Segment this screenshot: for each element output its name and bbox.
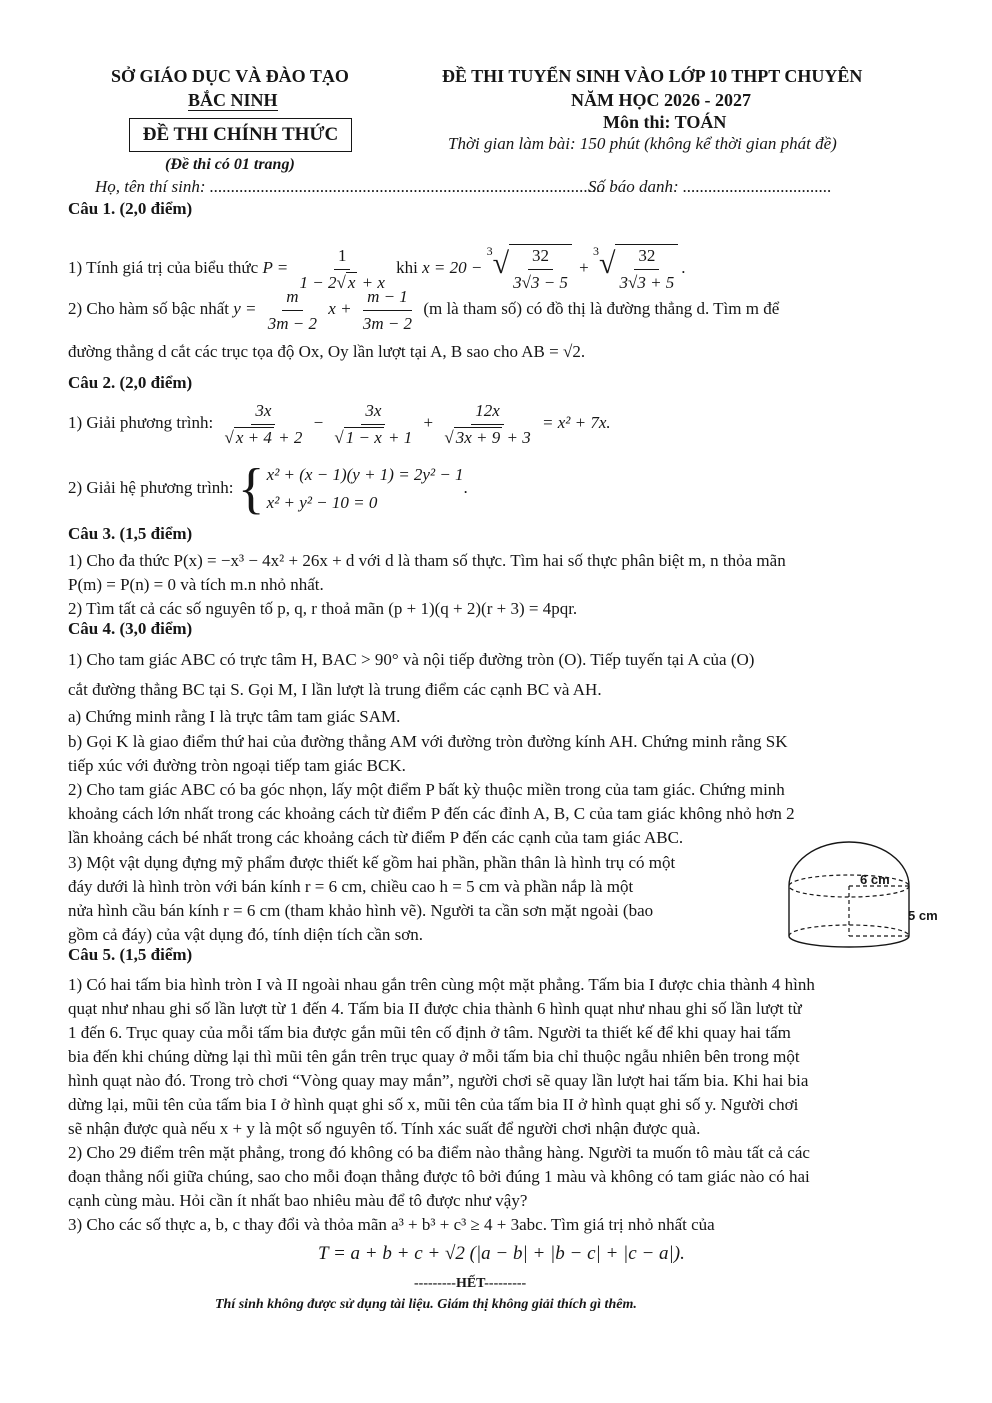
q3-part2: 2) Tìm tất cả các số nguyên tố p, q, r thoả mãn (p + 1)(q + 2)(r + 3) = 4pqr.	[68, 599, 578, 618]
q5-part1-line2: quạt như nhau ghi số lần lượt từ 1 đến 4. Tấm bia II được chia thành 6 hình quạt như nhau ghi số lần lượt từ	[68, 999, 802, 1018]
q2-frac3-sqrt: 3x + 9	[455, 427, 501, 447]
q4-part3-line2: đáy dưới là hình tròn với bán kính r = 6 cm, chiều cao h = 5 cm và phần nắp là một	[68, 877, 634, 896]
q5-part1-line1: 1) Có hai tấm bia hình tròn I và II ngoài nhau gắn trên cùng một mặt phẳng. Tấm bia I được chia thành 4 hình	[68, 975, 815, 994]
q1-plus: +	[579, 258, 589, 277]
q2-sys-line1: x² + (x − 1)(y + 1) = 2y² − 1	[266, 465, 464, 485]
q2-sys-end: .	[463, 478, 468, 497]
q1-frac1-num: m	[282, 286, 302, 311]
q2-plus: +	[423, 413, 434, 432]
q1-p-den-b: + x	[357, 272, 385, 292]
official-exam-box: ĐỀ THI CHÍNH THỨC	[129, 118, 352, 152]
q4-part3-line4: gồm cả đáy) của vật dụng đó, tính diện tích cần sơn.	[68, 925, 424, 944]
q3-heading: Câu 3. (1,5 điểm)	[68, 524, 193, 543]
q2-frac3	[440, 400, 534, 449]
subject: Môn thi: TOÁN	[603, 112, 727, 132]
q5-part2-line3: cạnh cùng màu. Hỏi cần ít nhất bao nhiêu màu để tô được như vậy?	[68, 1191, 528, 1210]
q1-frac1-den: 3m − 2	[267, 313, 318, 333]
q2-frac1-den: √ x + 4 + 2	[224, 427, 303, 447]
q1-root1-num: 32	[528, 245, 553, 270]
q1-part2-suffix: (m là tham số) có đồ thị là đường thẳng d. Tìm m để	[423, 299, 780, 318]
q2-system	[267, 461, 464, 517]
q4-part1-line1: 1) Cho tam giác ABC có trực tâm H, BAC > 90° và nội tiếp đường tròn (O). Tiếp tuyến tại A của (O)	[68, 650, 755, 669]
cylinder-bottom-front	[789, 936, 909, 947]
q1-y-label: y =	[233, 299, 257, 318]
q1-root1-den: 3√3 − 5	[513, 273, 568, 293]
q3-part1-line2: P(m) = P(n) = 0 và tích m.n nhỏ nhất.	[68, 575, 324, 594]
q1-when-word: khi	[396, 258, 418, 277]
q2-frac3-tail: + 3	[502, 427, 531, 447]
q2-sys-line2: x² + y² − 10 = 0	[266, 493, 378, 513]
q5-part1-line4: bia đến khi chúng dừng lại thì mũi tên gắn trên trục quay ở mỗi tấm bia chỉ thuộc ngẫu nhiên bên trong một	[68, 1047, 800, 1066]
candidate-name-field: Họ, tên thí sinh: .............................................................................................	[95, 177, 605, 196]
q1-p-den-a: 1 − 2	[299, 272, 337, 292]
q4-part2-line3: lần khoảng cách bé nhất trong các khoảng cách từ điểm P đến các cạnh của tam giác ABC.	[68, 828, 684, 847]
q2-frac2-den: √ 1 − x + 1	[334, 427, 413, 447]
fig-height-label: 5 cm	[908, 908, 938, 923]
q1-part2	[68, 284, 932, 335]
q1-root-symbol-1: √	[492, 247, 510, 280]
q4-part2-line2: khoảng cách lớn nhất trong các khoảng cách từ điểm P đến các đỉnh A, B, C của tam giác không nhỏ hơn 2	[68, 804, 795, 823]
q1-frac2-num: m − 1	[363, 286, 412, 311]
school-year: NĂM HỌC 2026 - 2027	[571, 90, 751, 110]
q2-frac1	[220, 400, 306, 449]
q1-part2-text: 2) Cho hàm số bậc nhất	[68, 299, 229, 318]
q2-system-brace: {	[237, 458, 265, 521]
q5-part1-line7: sẽ nhận được quà nếu x + y là một số nguyên tố. Tính xác suất để người chơi nhận được quà.	[68, 1119, 701, 1138]
q2-heading: Câu 2. (2,0 điểm)	[68, 373, 193, 392]
q5-part1-line6: dừng lại, mũi tên của tấm bia I ở hình quạt ghi số x, mũi tên của tấm bia II ở hình quạt ghi số y. Người chơi	[68, 1095, 799, 1114]
cosmetic-container-figure	[785, 838, 945, 958]
q2-minus: −	[313, 413, 324, 432]
q1-end-dot: .	[681, 258, 686, 277]
q4-part-a: a) Chứng minh rằng I là trực tâm tam giác SAM.	[68, 707, 401, 726]
q2-part1	[68, 395, 932, 451]
q5-part2-line2: đoạn thẳng nối giữa chúng, sao cho mỗi đoạn thẳng được tô bởi đúng 1 màu và không có tam giác nào có hai	[68, 1167, 810, 1186]
footer-note: Thí sinh không được sử dụng tài liệu. Giám thị không giải thích gì thêm.	[215, 1297, 637, 1312]
hemisphere-lid	[789, 842, 909, 886]
q4-part3-line1: 3) Một vật dụng đựng mỹ phẩm được thiết kế gồm hai phần, phần thân là hình trụ có một	[68, 853, 676, 872]
candidate-number-field: Số báo danh: ...................................	[588, 177, 832, 196]
q4-heading: Câu 4. (3,0 điểm)	[68, 619, 193, 638]
q4-part1-line2: cắt đường thẳng BC tại S. Gọi M, I lần lượt là trung điểm các cạnh BC và AH.	[68, 680, 602, 699]
q2-frac1-sqrt: x + 4	[235, 427, 272, 447]
fig-radius-label: 6 cm	[860, 872, 890, 887]
q2-part1-text: 1) Giải phương trình:	[68, 413, 214, 432]
q2-frac2	[330, 400, 416, 449]
q4-part3-line3: nửa hình cầu bán kính r = 6 cm (tham khảo hình vẽ). Người ta cần sơn mặt ngoài (bao	[68, 901, 654, 920]
q1-root2-den: 3√3 + 5	[619, 273, 675, 293]
q2-rhs: = x² + 7x.	[541, 413, 611, 432]
q1-p-label: P =	[262, 258, 289, 277]
q4-part-b-line2: tiếp xúc với đường tròn ngoại tiếp tam giác BCK.	[68, 756, 406, 775]
q2-frac2-sqrt: 1 − x	[345, 427, 382, 447]
q1-cuberoot-sign-2: 3	[593, 244, 600, 258]
q2-frac3-num: 12x	[471, 400, 504, 425]
pages-note: (Đề thi có 01 trang)	[165, 156, 295, 173]
q4-part2-line1: 2) Cho tam giác ABC có ba góc nhọn, lấy một điểm P bất kỳ thuộc miền trong của tam giác. Chứng minh	[68, 780, 785, 799]
q5-part2-line1: 2) Cho 29 điểm trên mặt phẳng, trong đó không có ba điểm nào thẳng hàng. Người ta muốn tô màu tất cả các	[68, 1143, 810, 1162]
q2-frac3-den: √ 3x + 9 + 3	[444, 427, 531, 447]
q1-p-den-sqrt: x	[347, 272, 356, 292]
end-mark: ---------HẾT---------	[414, 1276, 527, 1291]
q2-frac1-tail: + 2	[273, 427, 303, 447]
q1-frac2	[359, 286, 416, 335]
q5-formula: T = a + b + c + √2 (|a − b| + |b − c| + |c − a|).	[318, 1243, 685, 1264]
dept-name: SỞ GIÁO DỤC VÀ ĐÀO TẠO	[111, 66, 349, 86]
q1-cuberoot-sign-1: 3	[486, 244, 493, 258]
q5-part3: 3) Cho các số thực a, b, c thay đổi và thỏa mãn a³ + b³ + c³ ≥ 4 + 3abc. Tìm giá trị nhỏ nhất của	[68, 1215, 715, 1234]
q1-root2-num: 32	[634, 245, 659, 270]
q5-part1-line3: 1 đến 6. Trục quay của mỗi tấm bia được gắn mũi tên cố định ở tâm. Người ta thiết kế để khi quay hai tấm	[68, 1023, 791, 1042]
q1-sqrt-sign: √	[336, 272, 346, 292]
q5-part1-line5: hình quạt nào đó. Trong trò chơi “Vòng quay may mắn”, người chơi sẽ quay lần lượt hai tấm bia. Khi hai bia	[68, 1071, 809, 1090]
q1-p-numerator: 1	[334, 245, 351, 270]
q5-heading: Câu 5. (1,5 điểm)	[68, 945, 193, 964]
q2-frac2-num: 3x	[361, 400, 385, 425]
province-name: BẮC NINH	[188, 90, 278, 110]
q1-x-value: x = 20 −	[422, 258, 483, 277]
q1-frac1	[264, 286, 321, 335]
q4-part-b-line1: b) Gọi K là giao điểm thứ hai của đường thẳng AM với đường tròn đường kính AH. Chứng minh rằng SK	[68, 732, 788, 751]
q1-part1-text: 1) Tính giá trị của biểu thức	[68, 258, 259, 277]
q2-frac1-num: 3x	[251, 400, 275, 425]
q2-part2-text: 2) Giải hệ phương trình:	[68, 478, 234, 497]
q1-x-plus: x +	[328, 299, 352, 318]
q1-root-symbol-2: √	[599, 247, 616, 280]
q1-part2-line2: đường thẳng d cắt các trục tọa độ Ox, Oy lần lượt tại A, B sao cho AB = √2.	[68, 342, 586, 361]
q3-part1-line1: 1) Cho đa thức P(x) = −x³ − 4x² + 26x + d với d là tham số thực. Tìm hai số thực phân biệt m, n thỏa mãn	[68, 551, 786, 570]
time-note: Thời gian làm bài: 150 phút (không kể thời gian phát đề)	[448, 134, 837, 153]
q1-frac2-den: 3m − 2	[362, 313, 413, 333]
q2-frac2-tail: + 1	[383, 427, 413, 447]
q1-heading: Câu 1. (2,0 điểm)	[68, 199, 193, 218]
q2-part2	[68, 458, 932, 521]
exam-title: ĐỀ THI TUYỂN SINH VÀO LỚP 10 THPT CHUYÊN	[442, 66, 863, 86]
